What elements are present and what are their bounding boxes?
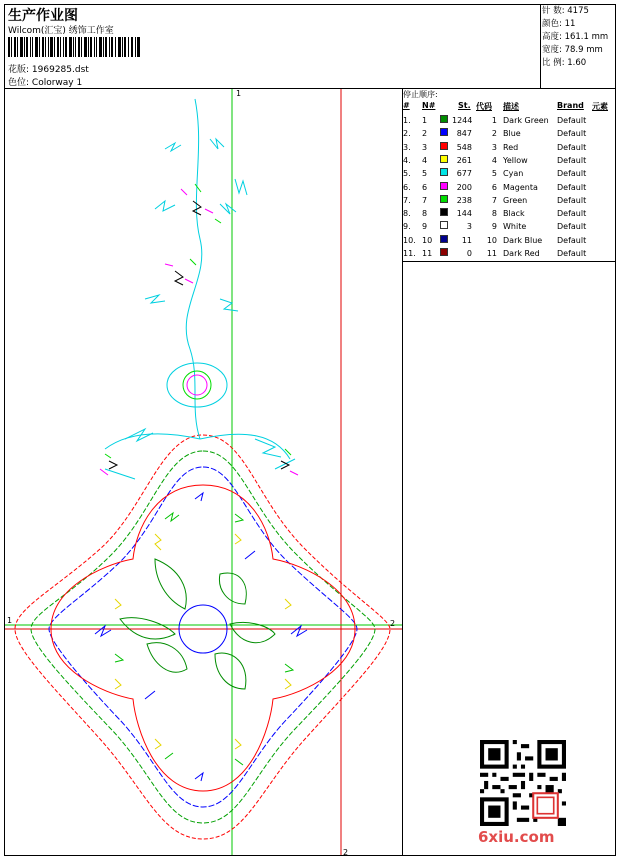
cell-idx: 7. [403, 195, 411, 205]
cell-idx: 6. [403, 182, 411, 192]
cell-brand: Default [557, 116, 587, 125]
color-swatch [440, 128, 448, 136]
cell-st: 1244 [452, 116, 473, 125]
table-row [403, 141, 616, 154]
cell-code: 4 [491, 155, 497, 165]
vine-bud-3 [109, 461, 117, 469]
cell-desc: Cyan [503, 169, 524, 179]
design-info [8, 62, 89, 75]
col-number-header: N# [422, 101, 436, 110]
page-title: 生产作业图 [8, 8, 78, 24]
cell-desc: Magenta [503, 182, 538, 192]
cell-desc: Dark Red [503, 249, 540, 258]
cell-brand: Default [557, 155, 587, 165]
cell-n: 9 [422, 222, 428, 232]
table-row [403, 127, 616, 140]
cell-code: 5 [491, 169, 497, 179]
cell-code: 9 [491, 222, 497, 232]
cell-st: 3 [466, 222, 472, 232]
col-brand-header: Brand [557, 101, 584, 110]
cell-code: 11 [486, 249, 497, 258]
stat-width: 宽度: 78.9 mm [542, 45, 603, 55]
cell-brand: Default [557, 195, 587, 205]
cell-desc: Black [503, 209, 525, 219]
cell-st: 847 [456, 129, 472, 139]
cell-brand: Default [557, 129, 587, 139]
qr-code-image [480, 740, 566, 826]
color-swatch [440, 168, 448, 176]
cell-desc: Red [503, 142, 519, 152]
cell-idx: 2. [403, 129, 411, 139]
design-value: 1969285.dst [31, 65, 89, 75]
table-row [403, 181, 616, 194]
top-flower-center [187, 375, 207, 395]
top-flower-outline [167, 363, 227, 407]
cell-n: 3 [422, 142, 428, 152]
table-row [403, 220, 616, 233]
cell-n: 10 [422, 235, 433, 245]
stat-scale: 比 例: 1.60 [542, 58, 587, 68]
table-row [403, 114, 616, 127]
table-row [403, 154, 616, 167]
cell-brand: Default [557, 235, 587, 245]
cell-idx: 9. [403, 222, 411, 232]
vine-branch-left [105, 434, 200, 449]
cell-brand: Default [557, 182, 587, 192]
cell-code: 6 [491, 182, 497, 192]
colorway-label: 色位: [8, 78, 30, 88]
cell-idx: 3. [403, 142, 411, 152]
table-row [403, 194, 616, 207]
cell-n: 1 [422, 116, 428, 125]
color-swatch [440, 221, 448, 229]
color-swatch [440, 182, 448, 190]
cell-brand: Default [557, 209, 587, 219]
outer-green-border [31, 451, 375, 823]
table-row [403, 247, 616, 260]
cell-code: 7 [491, 195, 497, 205]
cell-st: 0 [466, 249, 472, 258]
company-name: Wilcom(汇宝) 绣饰工作室 [8, 26, 114, 36]
rosette-blue-sprigs [95, 493, 307, 781]
barcode-image [8, 37, 140, 57]
table-row [403, 207, 616, 220]
cell-code: 10 [486, 235, 497, 245]
cell-n: 8 [422, 209, 428, 219]
stat-colors: 颜色: 11 [542, 19, 576, 29]
cell-idx: 5. [403, 169, 411, 179]
cell-desc: White [503, 222, 527, 232]
table-row [403, 167, 616, 180]
marker-top: 1 [236, 89, 242, 98]
table-row [403, 234, 616, 247]
cell-code: 8 [491, 209, 497, 219]
stat-height: 高度: 161.1 mm [542, 32, 609, 42]
cell-code: 2 [491, 129, 497, 139]
cell-desc: Blue [503, 129, 521, 139]
color-swatch [440, 115, 448, 123]
cell-desc: Yellow [503, 155, 528, 165]
marker-right: 2 [390, 619, 396, 628]
color-swatch [440, 195, 448, 203]
cell-n: 5 [422, 169, 428, 179]
cell-n: 4 [422, 155, 428, 165]
cell-n: 11 [422, 249, 433, 258]
cell-st: 144 [456, 209, 472, 219]
color-swatch [440, 208, 448, 216]
stop-sequence-title: 停止顺序: [403, 90, 438, 99]
cell-st: 238 [456, 195, 472, 205]
header-divider [540, 4, 541, 88]
cell-brand: Default [557, 142, 587, 152]
cell-st: 677 [456, 169, 472, 179]
cell-st: 261 [456, 155, 472, 165]
cell-code: 3 [491, 142, 497, 152]
color-swatch [440, 248, 448, 256]
cell-idx: 10. [403, 235, 416, 245]
colorway-info [8, 75, 82, 88]
cell-n: 2 [422, 129, 428, 139]
vine-stem [186, 99, 202, 439]
cell-brand: Default [557, 222, 587, 232]
vine-branch-right [200, 434, 290, 459]
cell-st: 11 [461, 235, 472, 245]
col-code-header: 代码 [476, 102, 492, 111]
cell-idx: 1. [403, 116, 411, 125]
col-stitches-header: St. [458, 101, 471, 110]
cell-desc: Green [503, 195, 528, 205]
color-swatch [440, 142, 448, 150]
cell-brand: Default [557, 249, 587, 258]
marker-bottom: 2 [343, 848, 349, 855]
color-swatch [440, 235, 448, 243]
cell-code: 1 [491, 116, 497, 125]
marker-left: 1 [7, 616, 13, 625]
cell-idx: 4. [403, 155, 411, 165]
colorway-value: Colorway 1 [31, 78, 83, 88]
cell-idx: 11. [403, 249, 416, 258]
rosette-green-sprigs [115, 513, 293, 765]
cell-brand: Default [557, 169, 587, 179]
table-bottom-line [402, 261, 616, 262]
col-desc-header: 描述 [503, 102, 519, 111]
inner-red-border [51, 485, 355, 791]
vine-bud-2 [175, 271, 183, 285]
cell-n: 7 [422, 195, 428, 205]
cell-st: 548 [456, 142, 472, 152]
stat-stitches: 针 数: 4175 [542, 6, 589, 16]
design-canvas [5, 89, 402, 855]
rosette-leaves [120, 559, 275, 689]
cell-idx: 8. [403, 209, 411, 219]
cell-desc: Dark Green [503, 116, 549, 125]
design-label: 花版: [8, 65, 30, 75]
vine-bud-1 [193, 201, 201, 215]
col-element-header: 元素 [592, 102, 608, 111]
cell-n: 6 [422, 182, 428, 192]
col-index-header: # [403, 101, 410, 110]
outer-blue-border [49, 467, 357, 807]
color-swatch [440, 155, 448, 163]
watermark: 6xiu.com [478, 828, 555, 846]
cell-st: 200 [456, 182, 472, 192]
cell-desc: Dark Blue [503, 235, 543, 245]
